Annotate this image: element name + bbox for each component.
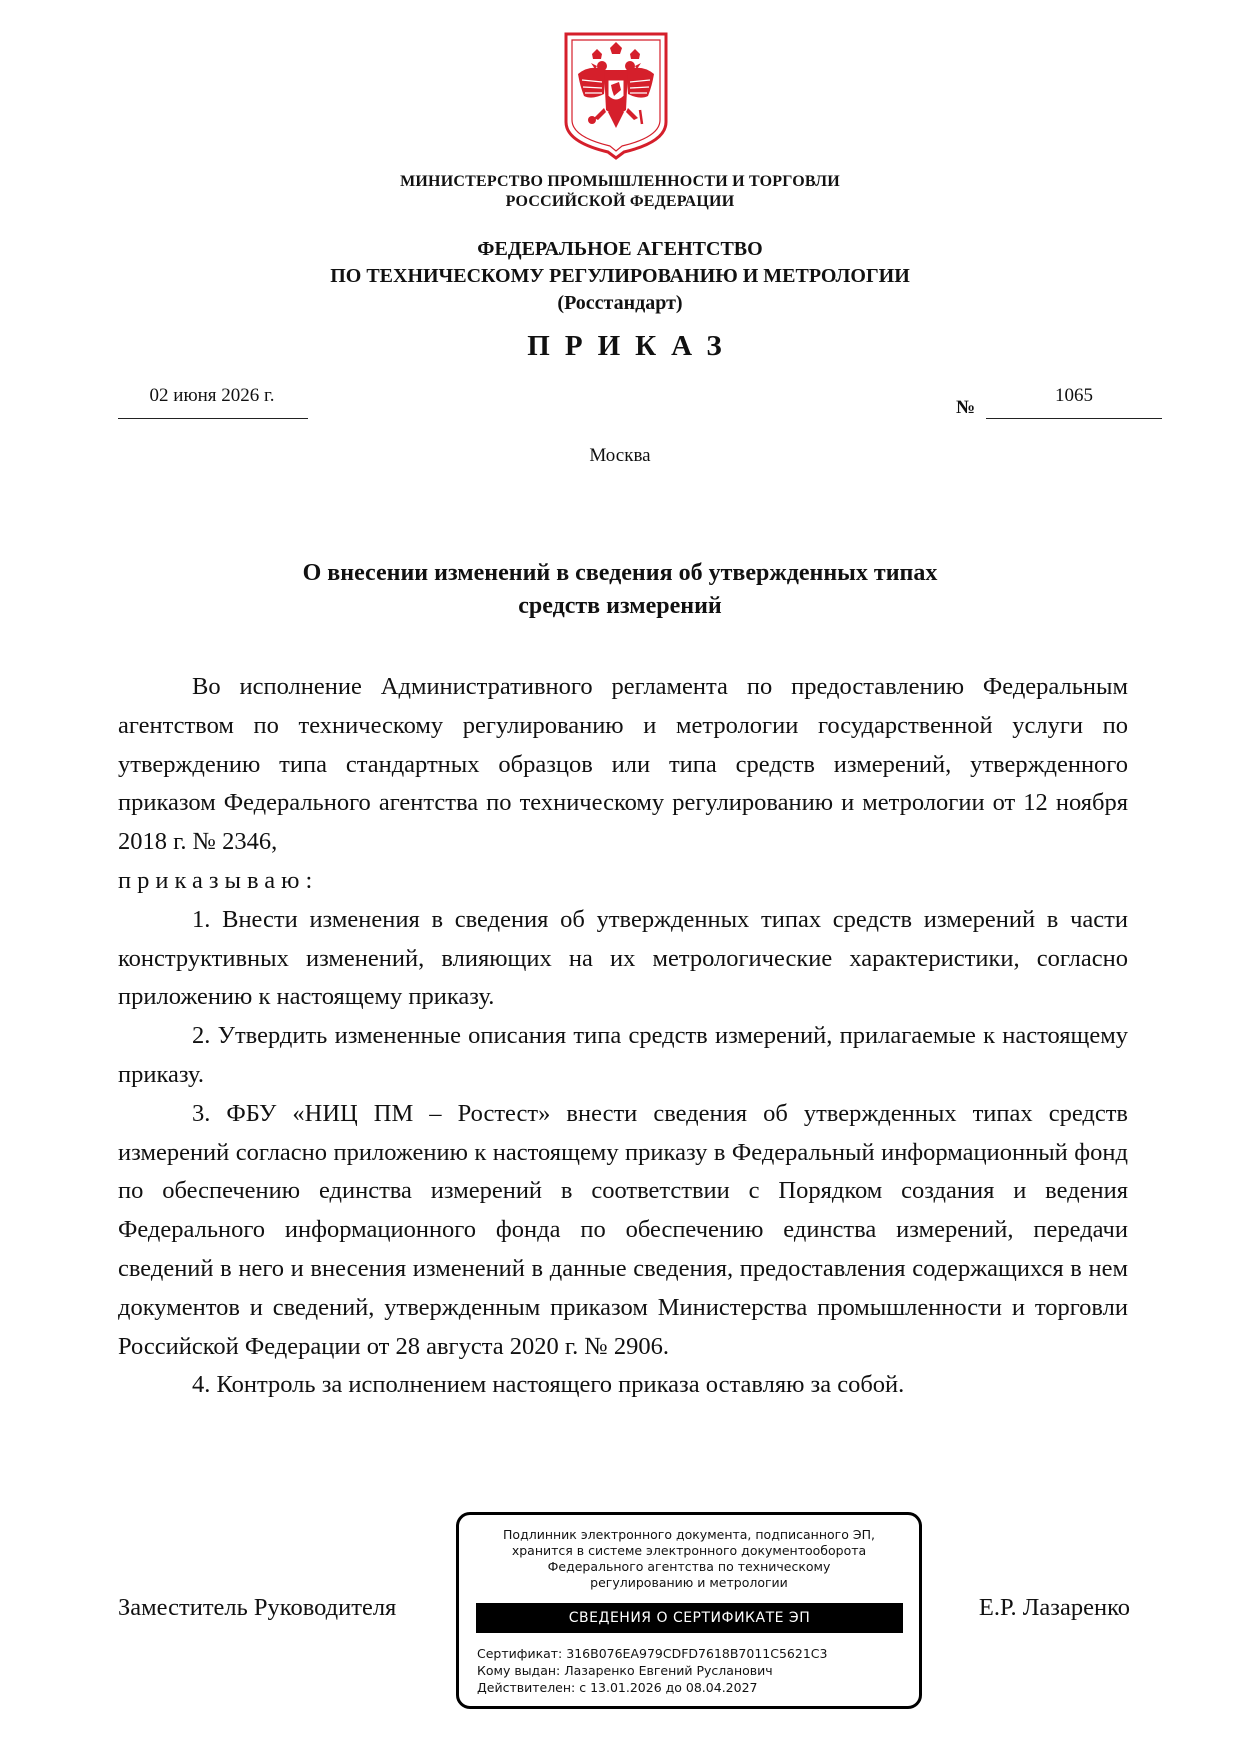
validity-row [477, 1679, 919, 1696]
number-underline [986, 418, 1162, 419]
stamp-line-2: хранится в системе электронного документооборота [511, 1543, 867, 1558]
certificate-label: Сертификат: [477, 1646, 563, 1661]
order-word: приказываю: [118, 866, 319, 894]
ministry-line-2: РОССИЙСКОЙ ФЕДЕРАЦИИ [505, 193, 735, 210]
russian-coat-of-arms-icon [562, 30, 670, 160]
validity-label: Действителен: [477, 1680, 576, 1695]
stamp-line-4: регулированию и метрологии [590, 1575, 788, 1590]
item-1: 1. Внести изменения в сведения об утвержденных типах средств измерений в части конструктивных изменений, влияющих на их метрологические характеристики, согласно приложению к настоящему приказу. [118, 905, 1128, 1011]
ministry-name [0, 172, 1240, 212]
order-subject [0, 557, 1240, 623]
stamp-line-3: Федерального агентства по техническому [547, 1559, 831, 1574]
issued-to-value: Лазаренко Евгений Русланович [564, 1663, 773, 1678]
certificate-header-bar: СВЕДЕНИЯ О СЕРТИФИКАТЕ ЭП [476, 1603, 903, 1633]
agency-line-2: ПО ТЕХНИЧЕСКОМУ РЕГУЛИРОВАНИЮ И МЕТРОЛОГИИ [330, 265, 910, 287]
order-body [118, 668, 1128, 1405]
document-title: ПРИКАЗ [527, 330, 737, 362]
order-date: 02 июня 2026 г. [149, 385, 275, 406]
certificate-info [477, 1645, 919, 1696]
number-sign: № [956, 397, 976, 418]
stamp-notice [459, 1527, 919, 1591]
item-4: 4. Контроль за исполнением настоящего приказа оставляю за собой. [192, 1371, 905, 1399]
agency-name [0, 236, 1240, 317]
ministry-line-1: МИНИСТЕРСТВО ПРОМЫШЛЕННОСТИ И ТОРГОВЛИ [400, 173, 840, 190]
electronic-signature-stamp [456, 1512, 922, 1709]
subject-line-2: средств измерений [518, 593, 722, 619]
stamp-line-1: Подлинник электронного документа, подписанного ЭП, [503, 1527, 875, 1542]
city: Москва [589, 445, 651, 466]
signatory-position: Заместитель Руководителя [118, 1594, 397, 1621]
item-2: 2. Утвердить измененные описания типа средств измерений, прилагаемые к настоящему приказу. [118, 1022, 1128, 1088]
certificate-row [477, 1645, 919, 1662]
subject-line-1: О внесении изменений в сведения об утвержденных типах [302, 560, 938, 586]
issued-to-label: Кому выдан: [477, 1663, 561, 1678]
validity-value: с 13.01.2026 до 08.04.2027 [579, 1680, 758, 1695]
intro-paragraph [118, 668, 1128, 901]
intro-text: Во исполнение Административного регламента по предоставлению Федеральным агентством по техническому регулированию и метрологии государственной услуги по утверждению типа стандартных образцов или типа средств измерений, утвержденного приказом Федерального агентства по техническому регулированию и метрологии от 12 ноября 2018 г. № 2346, [118, 673, 1128, 856]
item-3: 3. ФБУ «НИЦ ПМ – Ростест» внести сведения об утвержденных типах средств измерений согласно приложению к настоящему приказу в Федеральный информационный фонд по обеспечению единства измерений в соответствии с Порядком создания и ведения Федерального информационного фонда по обеспечению единства измерений, передачи сведений в него и внесения изменений в данные сведения, предоставления содержащихся в нем документов и сведений, утвержденным приказом Министерства промышленности и торговли Российской Федерации от 28 августа 2020 г. № 2906. [118, 1099, 1128, 1360]
signatory-name: Е.Р. Лазаренко [978, 1594, 1130, 1621]
issued-to-row [477, 1662, 919, 1679]
agency-line-1: ФЕДЕРАЛЬНОЕ АГЕНТСТВО [477, 238, 763, 260]
agency-line-3: (Росстандарт) [557, 292, 683, 314]
date-underline [118, 418, 308, 419]
certificate-value: 316B076EA979CDFD7618B7011C5621C3 [566, 1646, 828, 1661]
order-number: 1065 [1055, 385, 1093, 406]
